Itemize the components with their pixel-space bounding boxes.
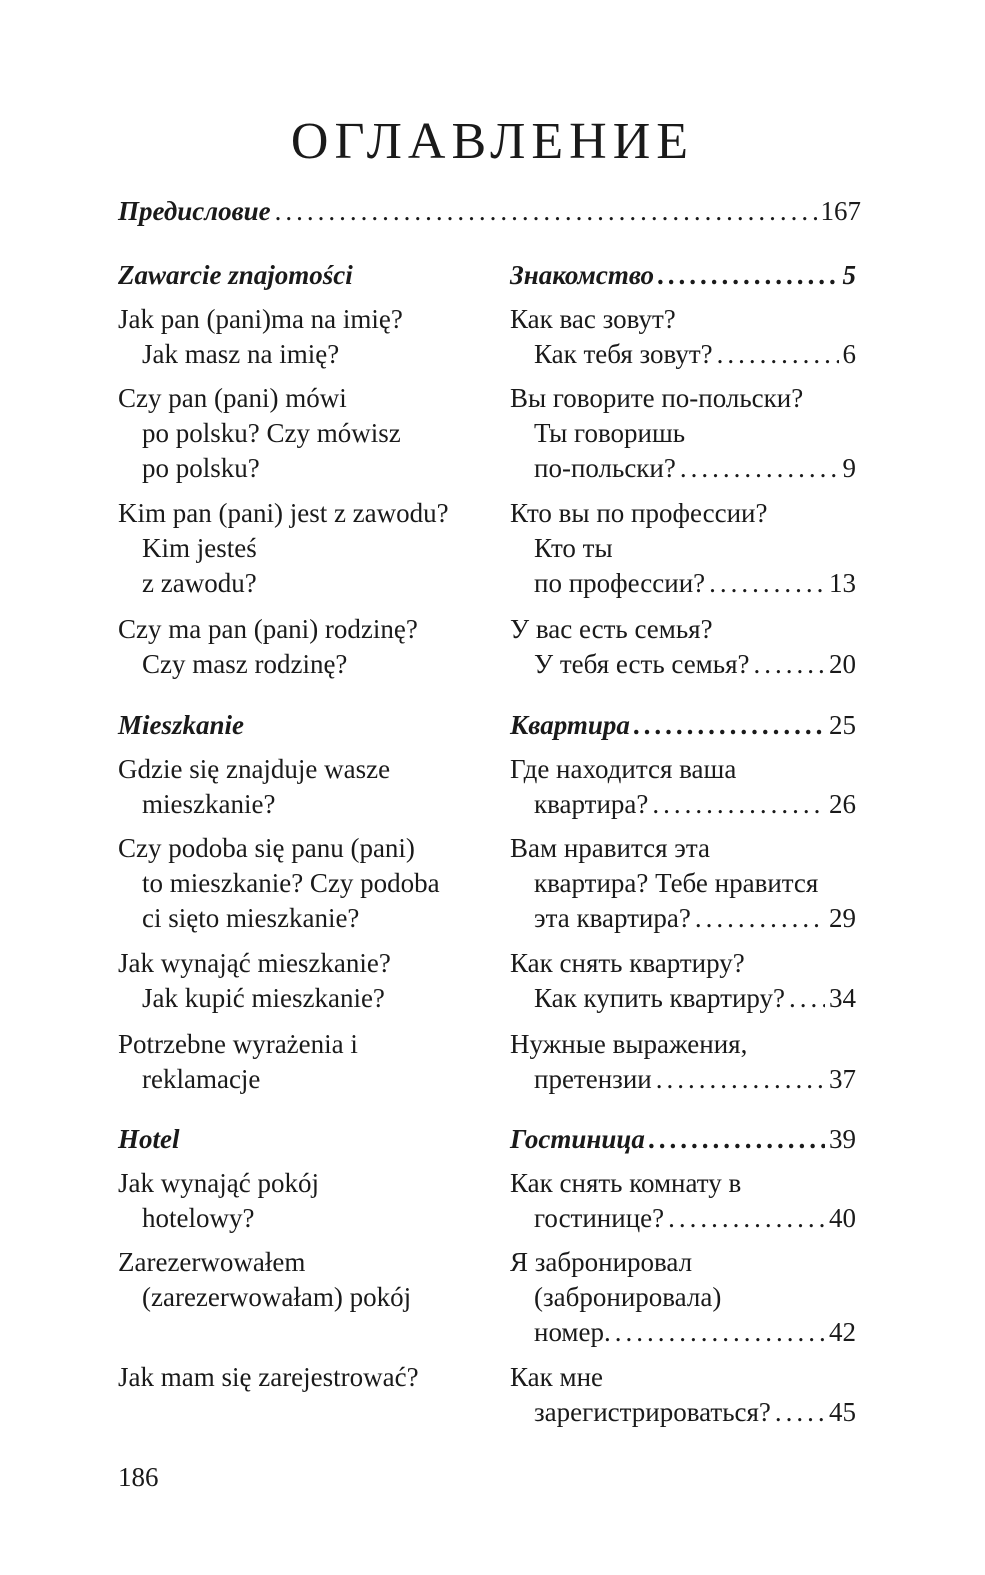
entry-ru-line [510,1201,856,1236]
entry-ru-line [510,1062,856,1097]
entry-ru [510,612,856,682]
entry-ru-line-page: 20 [829,649,856,679]
entry-pl-line: (zarezerwowałam) pokój [142,1282,412,1312]
entry-ru-line-page: 42 [829,1317,856,1347]
entry-ru-line-page: 6 [842,339,856,369]
entry-ru [510,496,856,601]
entry-pl-line: Czy masz rodzinę? [142,649,348,679]
entry-ru-line-text: претензии [534,1064,652,1094]
entry-ru-line-page: 34 [829,983,856,1013]
entry-ru-line-page: 13 [829,568,856,598]
preface-label: Предисловие [118,196,271,226]
section-heading-ru-row-text: Квартира [510,710,630,740]
page-title: ОГЛАВЛЕНИЕ [290,113,695,170]
section-heading-ru-row-page: 25 [829,710,856,740]
entry-ru-line [510,787,856,822]
entry-ru-line-page: 26 [829,789,856,819]
entry-pl-line: Czy ma pan (pani) rodzinę? [118,614,418,644]
entry-pl [118,831,498,936]
entry-pl [118,612,498,682]
entry-pl [118,946,498,1016]
entry-ru-line: Я забронировал [510,1247,693,1277]
entry-ru-line [510,1315,856,1350]
entry-ru-line: У вас есть семья? [510,614,713,644]
entry-ru-line [510,647,856,682]
entry-ru-line: Вам нравится эта [510,833,710,863]
leader-dots [789,981,825,1016]
entry-pl-line: Jak kupić mieszkanie? [142,983,385,1013]
entry-pl-line: to mieszkanie? Czy podoba [142,868,440,898]
leader-dots [658,258,838,293]
entry-pl-line: Potrzebne wyrażenia i [118,1029,358,1059]
entry-pl-line: Gdzie się znajduje wasze [118,754,391,784]
preface-page: 167 [820,196,861,226]
entry-pl-line: reklamacje [142,1064,261,1094]
entry-ru-line-text: Как тебя зовут? [534,339,713,369]
entry-ru-line [510,337,856,372]
entry-ru-line: (забронировала) [534,1282,722,1312]
entry-ru-line-text: Как купить квартиру? [534,983,786,1013]
entry-ru-line-text: гостинице? [534,1203,665,1233]
entry-ru [510,1245,856,1350]
leader-dots [656,1062,825,1097]
entry-ru-line-page: 9 [842,453,856,483]
entry-ru-line-page: 45 [829,1397,856,1427]
leader-dots [652,787,825,822]
page-number: 186 [118,1462,159,1492]
entry-pl [118,496,498,601]
entry-ru-line-page: 40 [829,1203,856,1233]
entry-ru-line: Вы говорите по-польски? [510,383,804,413]
section-heading-ru-row [510,1122,856,1157]
entry-ru-line-page: 29 [829,903,856,933]
section-heading-ru [510,708,856,743]
leader-dots [649,1122,825,1157]
entry-ru-line-text: эта квартира? [534,903,691,933]
entry-pl-line: Kim jesteś [142,533,257,563]
section-heading-pl: Hotel [118,1124,180,1154]
entry-pl-line: z zawodu? [142,568,257,598]
entry-pl-line: Kim pan (pani) jest z zawodu? [118,498,449,528]
leader-dots [709,566,825,601]
entry-ru-line: Кто вы по профессии? [510,498,768,528]
entry-pl-line: mieszkanie? [142,789,276,819]
leader-dots [680,451,839,486]
entry-ru [510,1166,856,1236]
entry-ru [510,1027,856,1097]
section-heading-ru-row [510,708,856,743]
leader-dots [634,708,825,743]
section-heading-ru-row-text: Знакомство [510,260,655,290]
entry-ru-line-text: номер. [534,1317,611,1347]
entry-ru-line-text: зарегистрироваться? [534,1397,771,1427]
entry-ru-line: Кто ты [534,533,613,563]
section-heading-ru [510,258,856,293]
entry-ru-line: Как снять квартиру? [510,948,745,978]
entry-pl-line: Jak wynająć mieszkanie? [118,948,391,978]
entry-pl-line: ci sięto mieszkanie? [142,903,360,933]
section-heading-ru-row [510,258,856,293]
entry-ru-line: Где находится ваша [510,754,737,784]
entry-pl [118,1027,498,1097]
entry-ru-line: Ты говоришь [534,418,686,448]
leader-dots [275,196,817,227]
entry-pl [118,302,498,372]
entry-ru-line [510,451,856,486]
entry-ru-line [510,901,856,936]
entry-pl-line: Zarezerwowałem [118,1247,306,1277]
leader-dots [775,1395,825,1430]
leader-dots [615,1315,825,1350]
leader-dots [668,1201,825,1236]
entry-ru-line-text: по профессии? [534,568,706,598]
entry-pl-line: po polsku? Czy mówisz [142,418,401,448]
entry-ru [510,381,856,486]
leader-dots [717,337,839,372]
entry-ru-line: Нужные выражения, [510,1029,748,1059]
entry-ru [510,302,856,372]
section-heading-pl: Zawarcie znajomości [118,260,353,290]
section-heading-pl: Mieszkanie [118,710,245,740]
entry-pl-line: Czy pan (pani) mówi [118,383,347,413]
entry-ru-line-page: 37 [829,1064,856,1094]
entry-ru-line [510,981,856,1016]
entry-ru-line [510,566,856,601]
entry-pl [118,1360,498,1395]
entry-pl [118,1245,498,1315]
entry-ru-line: Как вас зовут? [510,304,676,334]
section-heading-ru-row-page: 5 [842,260,856,290]
leader-dots [754,647,826,682]
leader-dots [695,901,825,936]
section-heading-ru-row-text: Гостиница [510,1124,645,1154]
entry-ru-line: Как снять комнату в [510,1168,742,1198]
entry-ru-line: квартира? Тебе нравится [534,868,819,898]
entry-ru-line-text: У тебя есть семья? [534,649,750,679]
entry-ru-line-text: квартира? [534,789,649,819]
preface-entry [118,196,861,230]
entry-pl-line: Czy podoba się panu (pani) [118,833,415,863]
entry-pl-line: Jak pan (pani)ma na imię? [118,304,403,334]
entry-ru [510,831,856,936]
entry-pl-line: hotelowy? [142,1203,255,1233]
entry-pl-line: Jak masz na imię? [142,339,340,369]
section-heading-ru [510,1122,856,1157]
entry-pl [118,381,498,486]
entry-ru-line-text: по-польски? [534,453,676,483]
entry-ru-line: Как мне [510,1362,604,1392]
entry-ru-line [510,1395,856,1430]
section-heading-ru-row-page: 39 [829,1124,856,1154]
entry-pl-line: po polsku? [142,453,260,483]
entry-ru [510,752,856,822]
entry-ru [510,946,856,1016]
entry-ru [510,1360,856,1430]
entry-pl-line: Jak wynająć pokój [118,1168,319,1198]
entry-pl-line: Jak mam się zarejestrować? [118,1362,419,1392]
entry-pl [118,752,498,822]
entry-pl [118,1166,498,1236]
